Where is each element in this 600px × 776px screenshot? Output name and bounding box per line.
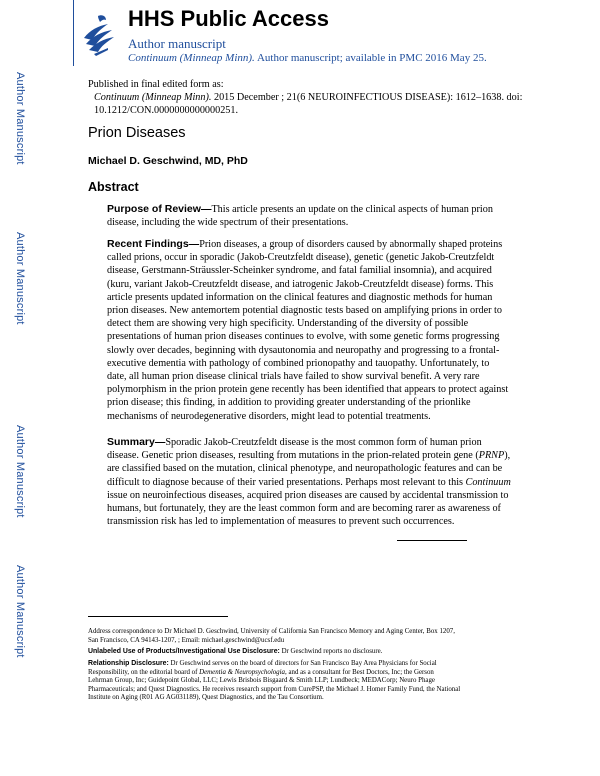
findings-line-14: mechanisms of neurodegenerative disorders, might lead to potential treatments. — [107, 410, 431, 422]
publication-info — [88, 78, 528, 117]
purpose-line-1: This article presents an update on the clinical aspects of human prion — [211, 204, 493, 215]
citation-text: 2015 December ; 21(6 NEUROINFECTIOUS DISEASE): 1612–1638. doi: — [211, 92, 523, 103]
summary-line-3: are classified based on the mutation, clinical phenotype, and neuropathologic features and can be — [107, 463, 503, 475]
findings-line-13: prion disease; this finding, in addition to providing greater understanding of the prionlike — [107, 397, 471, 409]
purpose-line-2: disease, including the wide spectrum of their presentations. — [107, 217, 349, 229]
journal-name: Continuum (Minneap Minn). — [128, 52, 255, 64]
findings-line-6: prion diseases. New antemortem potential diagnostic tests based on amplifying prions in order to — [107, 305, 502, 317]
findings-line-8: presentations of human prion diseases continues to evolve, with some genetic forms progressing — [107, 331, 500, 343]
citation-doi: 10.1212/CON.0000000000000251. — [94, 105, 239, 116]
hhs-public-access-title: HHS Public Access — [128, 6, 329, 31]
address-line-1: Address correspondence to Dr Michael D. Geschwind, University of California San Francisco Memory and Aging Center, Box 1207, — [88, 628, 455, 635]
findings-line-9: slowly over decades, beginning with dysautonomia and neuropathy and progressing to a frontal- — [107, 344, 500, 356]
hhs-eagle-logo-icon — [78, 8, 118, 58]
footnote-unlabeled-use — [88, 648, 528, 657]
author-manuscript-subtitle: Author manuscript — [128, 36, 226, 51]
relationship-line-2b: , and as a consultant for Best Doctors, Inc; the Gerson — [285, 668, 434, 676]
findings-line-10: executive dementia with pathology of combined prionopathy and tauopathy. Unfortunately, to — [107, 357, 490, 369]
sidebar-label-author-manuscript-3: Author Manuscript — [14, 425, 26, 518]
findings-line-11: date, all human prion disease clinical trials have failed to show survival benefit. A very rare — [107, 371, 480, 383]
unlabeled-text: Dr Geschwind reports no disclosure. — [279, 648, 383, 655]
journal-availability-line — [128, 52, 487, 64]
relationship-line-2a: Responsibility, on the editorial board of — [88, 668, 200, 676]
findings-line-5: article presents updated information on the clinical features and diagnostic methods for human — [107, 291, 493, 303]
footnote-address — [88, 628, 528, 645]
header-divider — [73, 0, 74, 66]
relationship-line-1: Dr Geschwind serves on the board of directors for San Francisco Bay Area Physicians for Social — [168, 660, 437, 667]
summary-line-5: issue on neuroinfectious diseases, acquired prion diseases are caused by accidental transmission to — [107, 489, 509, 501]
summary-line-7: transmission risk has led to implementation of measures to prevent such occurrences. — [107, 516, 455, 528]
findings-lead: Recent Findings— — [107, 238, 200, 250]
relationship-journal: Dementia & Neuropsychologia — [199, 668, 285, 676]
unlabeled-lead: Unlabeled Use of Products/Investigational Use Disclosure: — [88, 648, 280, 655]
summary-line-2b: ), — [504, 450, 511, 462]
relationship-line-5: Institute on Aging (R01 AG AG031189), Quest Diagnostics, and the Tau Consortium. — [88, 694, 324, 702]
citation-line — [88, 91, 528, 104]
summary-underline — [397, 540, 467, 541]
summary-line-2a: disease. Genetic prion diseases, resulting from mutations in the prion-related protein gene ( — [107, 450, 479, 462]
findings-line-2: called prions, occur in sporadic (Jakob-Creutzfeldt disease), genetic (genetic Jakob-Creutzfeldt — [107, 252, 495, 264]
findings-line-1: Prion diseases, a group of disorders caused by abnormally shaped proteins — [199, 239, 503, 250]
sidebar-label-author-manuscript-1: Author Manuscript — [14, 72, 26, 165]
purpose-paragraph — [107, 203, 537, 229]
summary-continuum: Continuum — [465, 476, 511, 488]
relationship-line-3: Lehrman Group, Inc; Guidepoint Global, LLC; Lewis Brisbois Bisgaard & Smith LLP; Lundbeck; MEDACorp; Neuro Phage — [88, 677, 435, 685]
citation-journal: Continuum (Minneap Minn). — [94, 92, 212, 103]
findings-line-3: disease, Gerstmann-Sträussler-Scheinker syndrome, and fatal familial insomnia), and acquired — [107, 265, 492, 277]
published-in-label: Published in final edited form as: — [88, 79, 224, 90]
author-name: Michael D. Geschwind, MD, PhD — [88, 155, 248, 167]
summary-line-1: Sporadic Jakob-Creutzfeldt disease is the most common form of human prion — [165, 437, 482, 448]
summary-line-6: humans, but fortunately, they are the least common form and are becoming rarer as awareness of — [107, 503, 501, 515]
footnote-rule — [88, 616, 228, 617]
summary-paragraph — [107, 436, 537, 528]
address-line-2: San Francisco, CA 94143-1207, ; Email: michael.geschwind@ucsf.edu — [88, 636, 285, 644]
summary-line-4: difficult to diagnose because of their varied presentations. Perhaps most relevant to this — [107, 476, 466, 488]
findings-paragraph — [107, 238, 537, 423]
footnote-relationship — [88, 660, 528, 703]
relationship-line-4: Pharmaceuticals; and Quest Diagnostics. He receives research support from CurePSP, the Michael J. Homer Family Fund, the National — [88, 685, 461, 693]
availability-text: Author manuscript; available in PMC 2016 May 25. — [254, 52, 487, 64]
sidebar-label-author-manuscript-2: Author Manuscript — [14, 232, 26, 325]
findings-line-4: (kuru, variant Jakob-Creutzfeldt disease, and iatrogenic Jakob-Creutzfeldt disease) forms. This — [107, 278, 494, 290]
summary-gene: PRNP — [478, 450, 505, 462]
relationship-lead: Relationship Disclosure: — [88, 660, 169, 667]
purpose-lead: Purpose of Review— — [107, 203, 212, 215]
sidebar-label-author-manuscript-4: Author Manuscript — [14, 565, 26, 658]
article-title: Prion Diseases — [88, 125, 186, 141]
abstract-heading: Abstract — [88, 180, 139, 194]
findings-line-7: detect them are showing very high specificity. Understanding of the diversity of possible — [107, 318, 469, 330]
findings-line-12: polymorphism in the prion protein gene recently has been identified that appears to protect against — [107, 384, 509, 396]
summary-lead: Summary— — [107, 436, 166, 448]
